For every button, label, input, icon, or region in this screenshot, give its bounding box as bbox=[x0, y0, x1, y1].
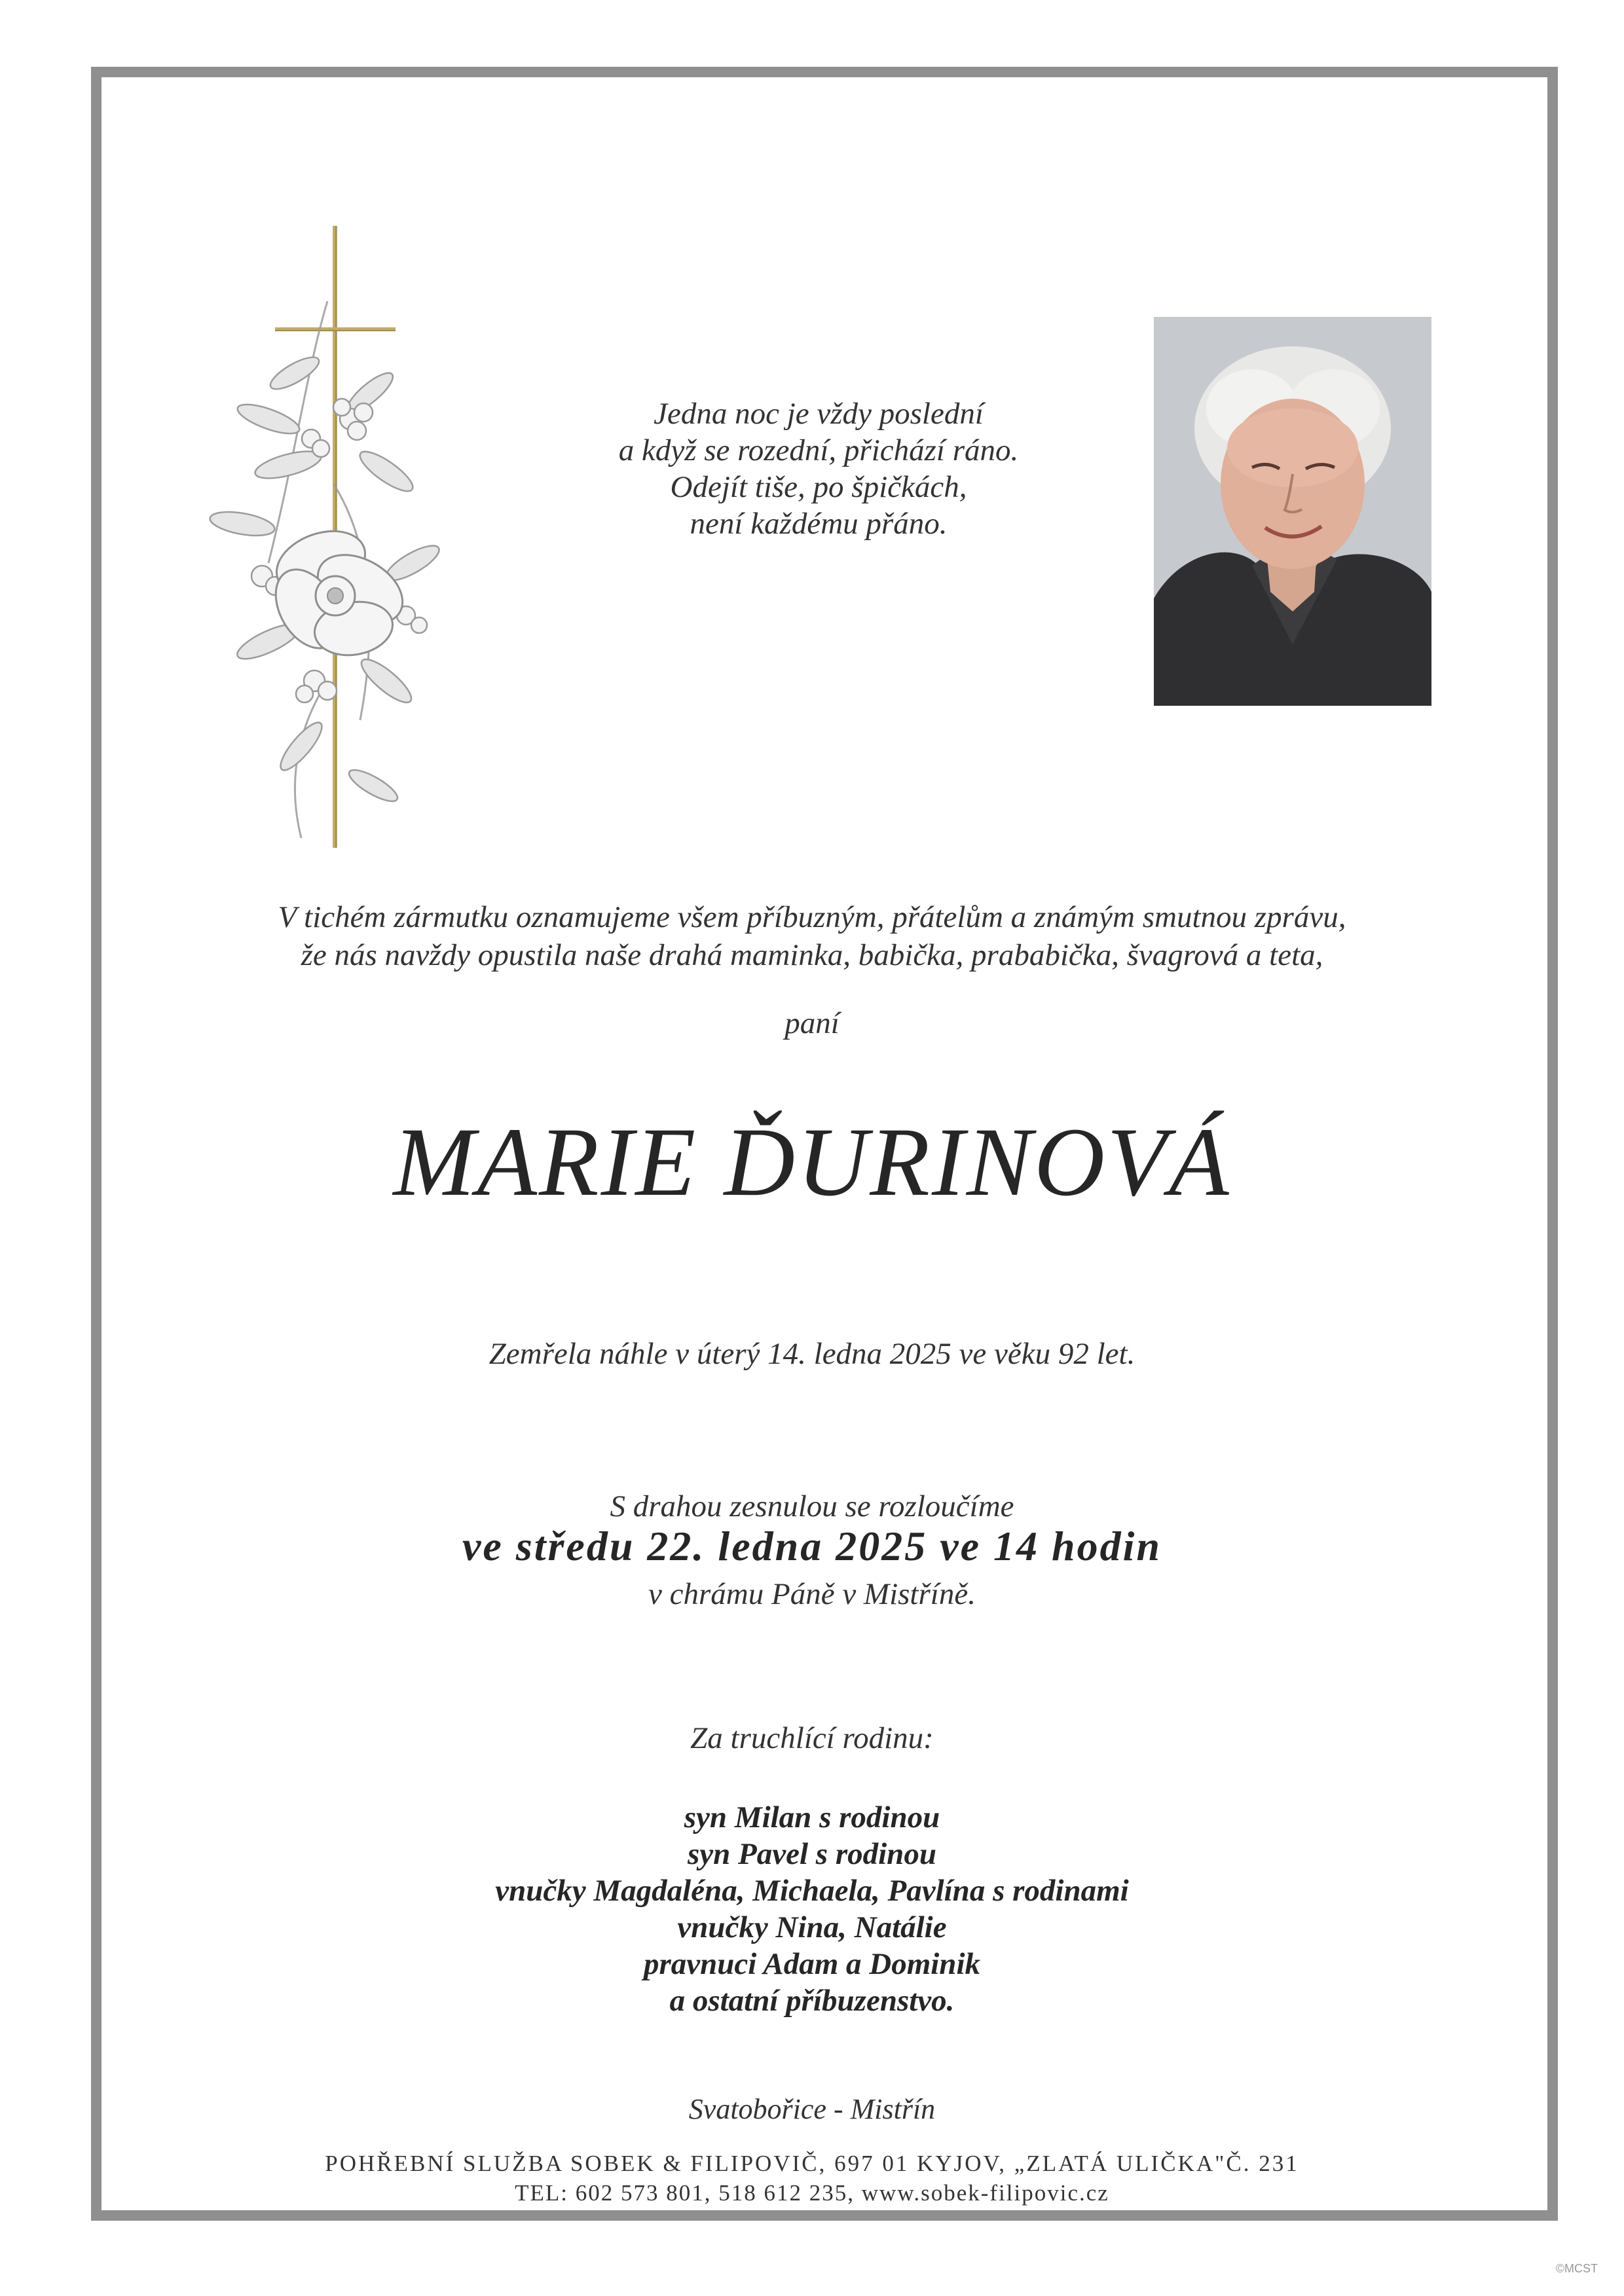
family-member: syn Milan s rodinou bbox=[684, 1800, 940, 1834]
family-member: syn Pavel s rodinou bbox=[688, 1837, 936, 1871]
family-member: a ostatní příbuzenstvo. bbox=[669, 1984, 955, 2018]
poem-line: Odejít tiše, po špičkách, bbox=[670, 470, 967, 504]
cross-flower-ornament-icon bbox=[196, 223, 458, 858]
poem-line: Jedna noc je vždy poslední bbox=[654, 397, 984, 431]
farewell-place: v chrámu Páně v Mistříně. bbox=[648, 1577, 976, 1611]
mourning-label: Za truchlící rodinu: bbox=[690, 1721, 934, 1755]
family-list bbox=[288, 1799, 1336, 2019]
family-member: vnučky Nina, Natálie bbox=[677, 1910, 947, 1944]
announcement-line: V tichém zármutku oznamujeme všem příbuzným, přátelům a známým smutnou zprávu, bbox=[278, 900, 1346, 934]
deceased-name: MARIE ĎURINOVÁ bbox=[393, 1108, 1231, 1216]
announcement-line: že nás navždy opustila naše drahá maminka, babička, prababička, švagrová a teta, bbox=[301, 938, 1323, 972]
title-word: paní bbox=[784, 1006, 840, 1040]
funeral-service-address: POHŘEBNÍ SLUŽBA SOBEK & FILIPOVIČ, 697 01 KYJOV, „ZLATÁ ULIČKA"Č. 231 bbox=[325, 2151, 1299, 2176]
corner-mark: ©MCST bbox=[1555, 2262, 1598, 2275]
poem bbox=[524, 395, 1113, 542]
funeral-service-contact: TEL: 602 573 801, 518 612 235, www.sobek-filipovic.cz bbox=[515, 2180, 1109, 2206]
family-member: pravnuci Adam a Dominik bbox=[643, 1947, 981, 1981]
announcement bbox=[157, 898, 1467, 974]
family-member: vnučky Magdaléna, Michaela, Pavlína s rodinami bbox=[495, 1874, 1129, 1908]
location: Svatobořice - Mistřín bbox=[688, 2093, 936, 2125]
death-notice: Zemřela náhle v úterý 14. ledna 2025 ve věku 92 let. bbox=[489, 1337, 1135, 1371]
poem-line: a když se rozední, přichází ráno. bbox=[618, 433, 1019, 467]
farewell-intro: S drahou zesnulou se rozloučíme bbox=[610, 1489, 1014, 1523]
portrait-photo bbox=[1154, 317, 1431, 706]
farewell-datetime: ve středu 22. ledna 2025 ve 14 hodin bbox=[462, 1523, 1162, 1569]
poem-line: není každému přáno. bbox=[690, 507, 948, 541]
